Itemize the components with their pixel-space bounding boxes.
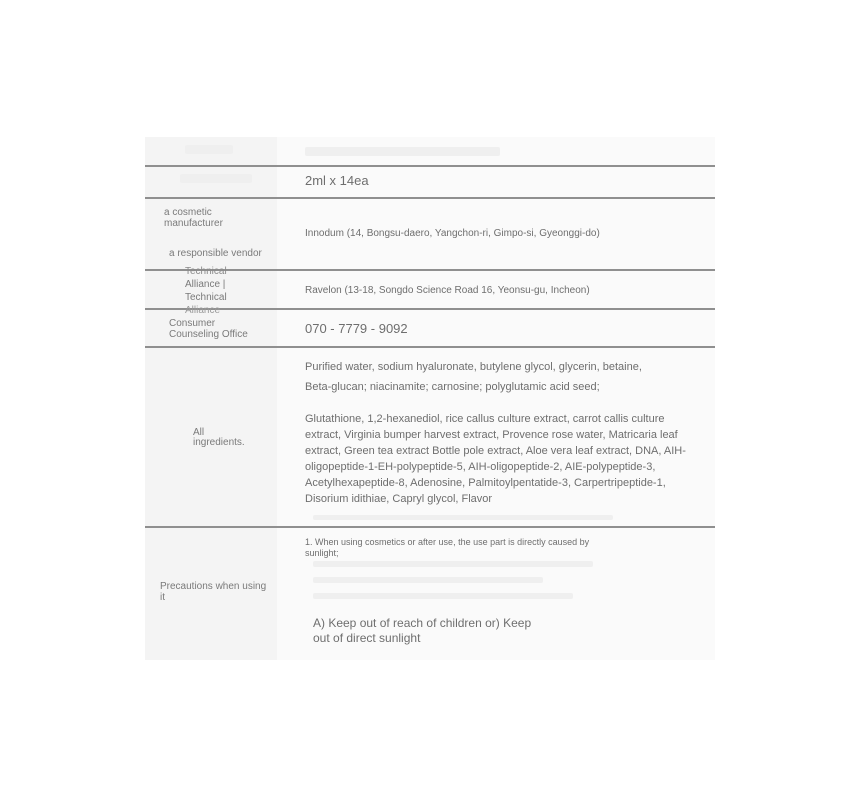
faded-precautions-3	[313, 593, 573, 599]
divider	[145, 197, 715, 199]
divider	[145, 346, 715, 348]
capacity-value: 2ml x 14ea	[305, 173, 369, 188]
ingredients-line-1: Purified water, sodium hyaluronate, butylene glycol, glycerin, betaine,	[305, 361, 642, 373]
divider	[145, 308, 715, 310]
manufacturer-value: Innodum (14, Bongsu-daero, Yangchon-ri, Gimpo-si, Gyeonggi-do)	[305, 228, 600, 239]
alliance-label-3: Technical	[185, 292, 227, 303]
ingredients-line-2: Beta-glucan; niacinamite; carnosine; polyglutamic acid seed;	[305, 381, 600, 393]
consumer-phone: 070 - 7779 - 9092	[305, 321, 408, 336]
alliance-value: Ravelon (13-18, Songdo Science Road 16, Yeonsu-gu, Incheon)	[305, 285, 590, 296]
ingredients-label-2: ingredients.	[193, 437, 245, 448]
manufacturer-label-1: a cosmetic	[164, 207, 212, 218]
alliance-label-2: Alliance |	[185, 279, 226, 290]
consumer-label-2: Counseling Office	[169, 329, 248, 340]
consumer-label-1: Consumer	[169, 318, 216, 329]
divider	[145, 165, 715, 167]
faded-ingredients-tail	[313, 515, 613, 520]
faded-precautions-2	[313, 577, 543, 583]
vendor-label: a responsible vendor	[169, 248, 262, 259]
faded-label-capacity	[180, 174, 252, 183]
divider	[145, 269, 715, 271]
faded-precautions-1	[313, 561, 593, 567]
ingredients-label-1: All	[193, 427, 205, 438]
precautions-note: A) Keep out of reach of children or) Keep out of direct sunlight	[313, 616, 532, 645]
alliance-label-1: Technical	[185, 266, 227, 277]
precautions-label: Precautions when using it	[160, 581, 267, 603]
alliance-label-4: Alliance	[185, 305, 221, 316]
product-info-table	[145, 137, 715, 660]
faded-value-top	[305, 147, 500, 156]
faded-label-top	[185, 145, 233, 154]
manufacturer-label-2: manufacturer	[164, 218, 223, 229]
ingredients-paragraph: Glutathione, 1,2-hexanediol, rice callus culture extract, carrot callis culture extract, Virginia bumper harvest extract, Provence rose water, Matricaria leaf extract, Green tea extract Bottle pole extract, Aloe vera leaf extract, DNA, AIH-oligopeptide-1-EH-polypeptide-5, AIH-oligopeptide-2, AIE-polypeptide-3, Acetylhexapeptide-8, Adenosine, Palmitoylpentatide-3, Carpertripeptide-1, Disorium idithiae, Capryl glycol, Flavor	[305, 413, 686, 505]
precautions-line-1: 1. When using cosmetics or after use, the use part is directly caused by sunlight;	[305, 537, 590, 558]
divider	[145, 526, 715, 528]
